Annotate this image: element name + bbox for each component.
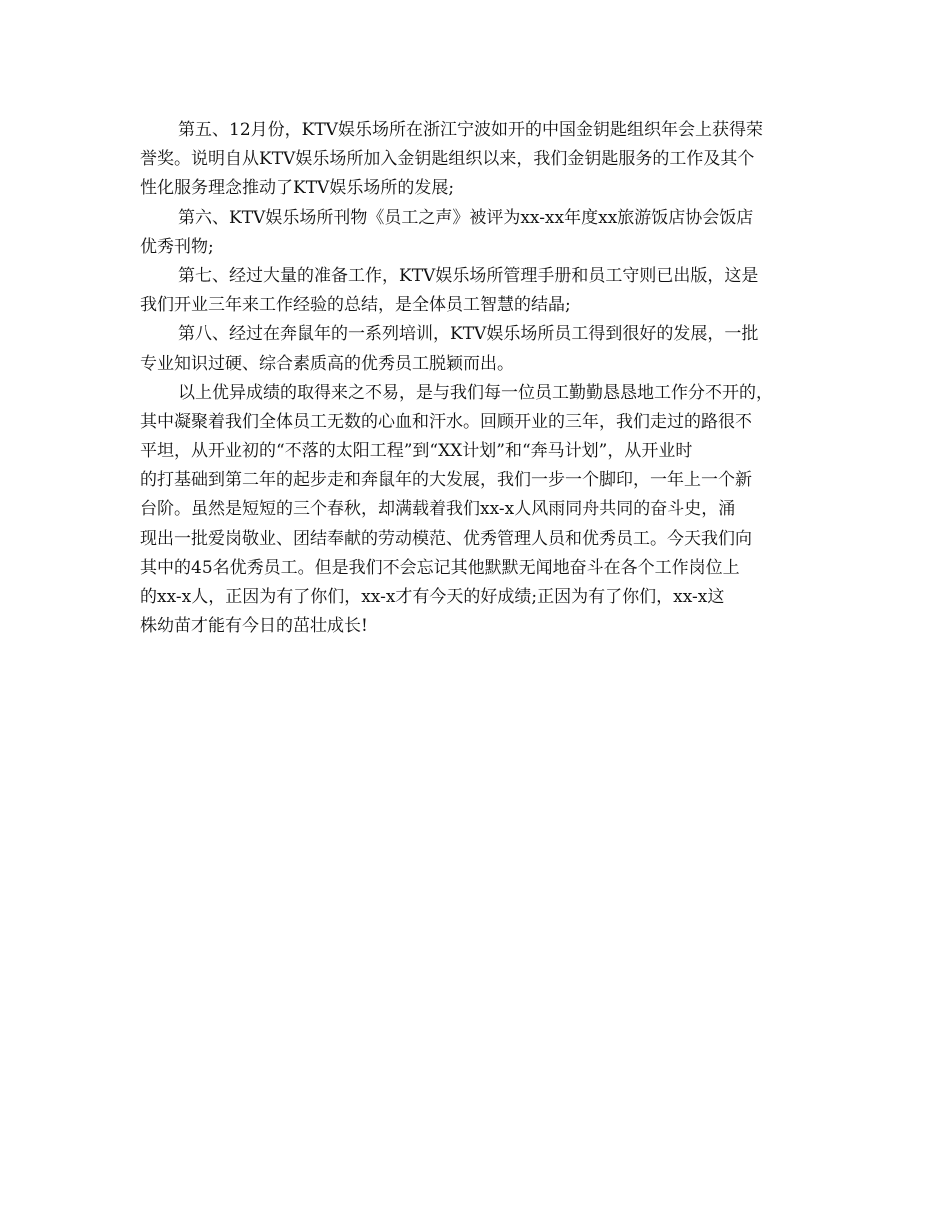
paragraph-line: 第八、经过在奔鼠年的一系列培训，KTV娱乐场所员工得到很好的发展，一批 [178, 324, 759, 345]
paragraph-line: 第五、12月份，KTV娱乐场所在浙江宁波如开的中国金钥匙组织年会上获得荣 [178, 120, 763, 140]
paragraph-line: 誉奖。说明自从KTV娱乐场所加入金钥匙组织以来，我们金钥匙服务的工作及其个 [140, 149, 755, 170]
paragraph-line: 专业知识过硬、综合素质高的优秀员工脱颖而出。 [140, 353, 514, 374]
paragraph-line: 以上优异成绩的取得来之不易，是与我们每一位员工勤勤恳恳地工作分不开的， [178, 382, 773, 403]
paragraph-line: 平坦，从开业初的“不落的太阳工程”到“XX计划”和“奔马计划”，从开业时 [140, 441, 693, 462]
document-body [140, 116, 830, 641]
paragraph-line: 台阶。虽然是短短的三个春秋，却满载着我们xx-x人风雨同舟共同的奋斗史，涌 [140, 499, 736, 520]
paragraph-line: 其中的45名优秀员工。但是我们不会忘记其他默默无闻地奋斗在各个工作岗位上 [140, 557, 740, 578]
paragraph-line: 的打基础到第二年的起步走和奔鼠年的大发展，我们一步一个脚印，一年上一个新 [140, 470, 752, 491]
paragraph-line: 优秀刊物; [140, 236, 214, 257]
paragraph-line: 现出一批爱岗敬业、团结奉献的劳动模范、优秀管理人员和优秀员工。今天我们向 [140, 528, 752, 549]
paragraph-line: 的xx-x人，正因为有了你们，xx-x才有今天的好成绩;正因为有了你们，xx-x这 [140, 587, 725, 607]
paragraph-line: 性化服务理念推动了KTV娱乐场所的发展; [140, 178, 455, 199]
paragraph-line: 株幼苗才能有今日的茁壮成长! [140, 616, 368, 637]
paragraph-line: 第六、KTV娱乐场所刊物《员工之声》被评为xx-xx年度xx旅游饭店协会饭店 [178, 207, 754, 228]
paragraph-line: 我们开业三年来工作经验的总结，是全体员工智慧的结晶; [140, 295, 571, 316]
paragraph-line: 第七、经过大量的准备工作，KTV娱乐场所管理手册和员工守则已出版，这是 [178, 265, 759, 286]
paragraph-line: 其中凝聚着我们全体员工无数的心血和汗水。回顾开业的三年，我们走过的路很不 [140, 411, 752, 432]
